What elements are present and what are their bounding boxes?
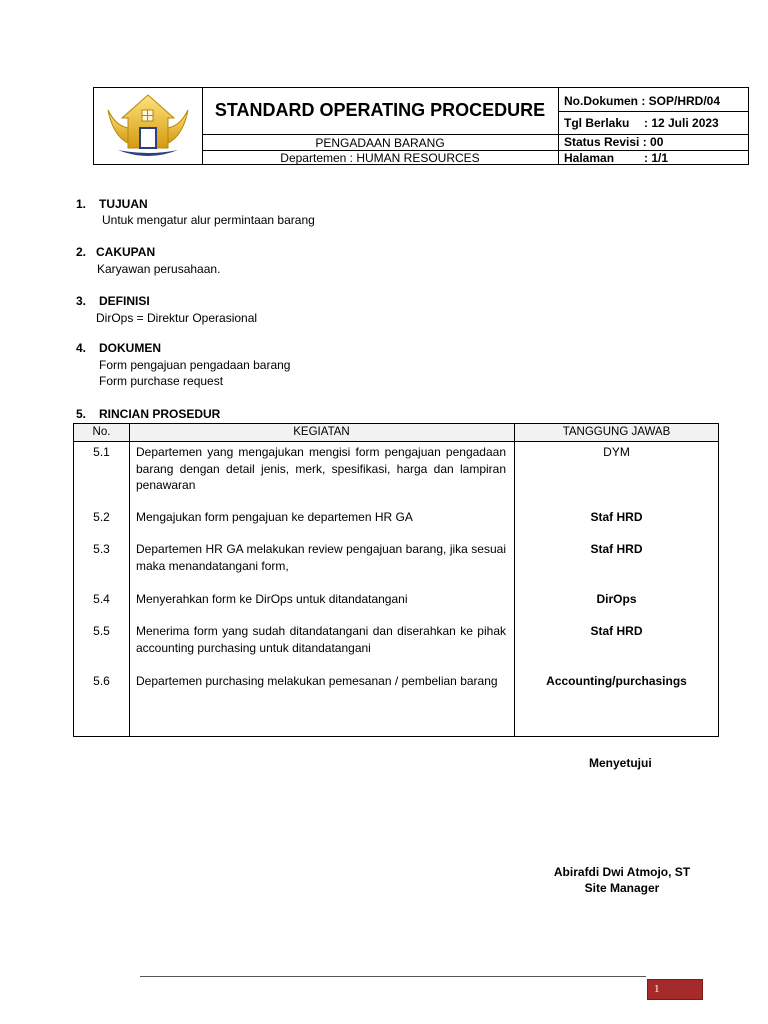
- row-number: 5.6: [93, 674, 110, 688]
- doc-number: No.Dokumen : SOP/HRD/04: [564, 94, 721, 108]
- row-tanggung-jawab: Staf HRD: [590, 624, 643, 638]
- row-kegiatan: Mengajukan form pengajuan ke departemen HR GA: [136, 510, 413, 524]
- section-4-title: DOKUMEN: [99, 341, 161, 355]
- row-number: 5.3: [93, 542, 110, 556]
- col-header-no: No.: [92, 426, 111, 438]
- document-header: [93, 87, 749, 165]
- row-number: 5.5: [93, 624, 110, 638]
- approver-position: Site Manager: [584, 881, 660, 895]
- page-number-badge: 1: [647, 979, 703, 1000]
- section-1-number: 1.: [76, 197, 87, 211]
- section-4-number: 4.: [76, 341, 87, 355]
- row-number: 5.1: [93, 445, 110, 459]
- row-tanggung-jawab: DirOps: [596, 592, 637, 606]
- footer-divider: [140, 976, 646, 977]
- section-3-number: 3.: [76, 294, 87, 308]
- halaman-value: : 1/1: [644, 151, 669, 165]
- status-revisi: Status Revisi : 00: [564, 135, 664, 149]
- approval-label: Menyetujui: [589, 756, 652, 770]
- procedure-table: [73, 423, 719, 737]
- section-2-text: Karyawan perusahaan.: [97, 262, 221, 276]
- col-header-tanggung-jawab: TANGGUNG JAWAB: [562, 426, 671, 438]
- section-4-line-1: Form pengajuan pengadaan barang: [99, 358, 291, 372]
- row-kegiatan: Departemen HR GA melakukan review pengajuan barang, jika sesuai maka menandatangani form,: [136, 542, 506, 573]
- row-tanggung-jawab: Accounting/purchasings: [546, 674, 687, 688]
- tgl-berlaku-label: Tgl Berlaku: [564, 116, 630, 130]
- section-3-text: DirOps = Direktur Operasional: [96, 311, 258, 325]
- row-kegiatan: Menyerahkan form ke DirOps untuk ditandatangani: [136, 592, 408, 606]
- row-number: 5.2: [93, 510, 110, 524]
- department-label: Departemen : HUMAN RESOURCES: [280, 151, 480, 165]
- col-header-kegiatan: KEGIATAN: [293, 426, 350, 438]
- sop-subtitle: PENGADAAN BARANG: [315, 136, 445, 150]
- row-tanggung-jawab: Staf HRD: [590, 510, 643, 524]
- section-1-title: TUJUAN: [99, 197, 148, 211]
- company-logo: [104, 92, 192, 162]
- row-number: 5.4: [93, 592, 110, 606]
- section-2-number: 2.: [76, 245, 87, 259]
- section-1-text: Untuk mengatur alur permintaan barang: [102, 213, 315, 227]
- halaman-label: Halaman: [564, 151, 615, 165]
- row-kegiatan: Departemen purchasing melakukan pemesanan / pembelian barang: [136, 674, 498, 688]
- row-kegiatan: Menerima form yang sudah ditandatangani dan diserahkan ke pihak accounting purchasing untuk ditandatangani: [136, 624, 506, 655]
- section-5-title: RINCIAN PROSEDUR: [99, 407, 221, 421]
- section-4-line-2: Form purchase request: [99, 374, 224, 388]
- approver-name: Abirafdi Dwi Atmojo, ST: [553, 865, 691, 879]
- tgl-berlaku-value: : 12 Juli 2023: [644, 116, 719, 130]
- sop-title: STANDARD OPERATING PROCEDURE: [214, 100, 546, 120]
- section-2-title: CAKUPAN: [96, 245, 156, 259]
- row-kegiatan: Departemen yang mengajukan mengisi form pengajuan pengadaan barang dengan detail jenis, merk, spesifikasi, harga dan lampiran penawaran: [136, 445, 506, 492]
- section-5-number: 5.: [76, 407, 87, 421]
- section-3-title: DEFINISI: [99, 294, 150, 308]
- row-tanggung-jawab: Staf HRD: [590, 542, 643, 556]
- house-crown-logo-icon: [104, 92, 192, 162]
- row-tanggung-jawab: DYM: [603, 445, 630, 459]
